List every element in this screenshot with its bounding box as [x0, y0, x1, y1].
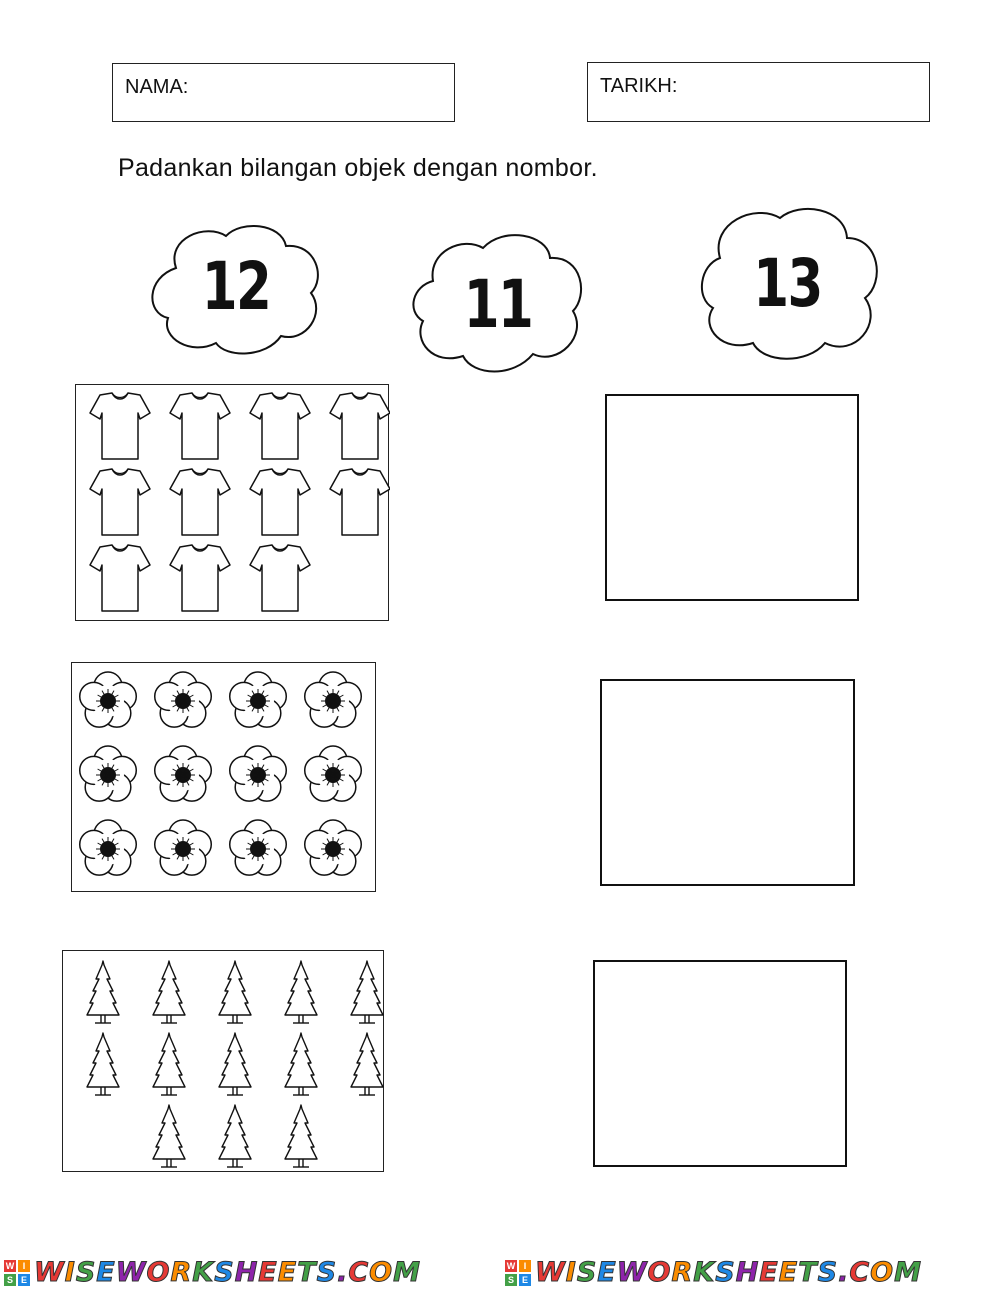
tree-group[interactable] [62, 950, 384, 1172]
tshirt-icon [330, 469, 390, 535]
tshirt-icon [90, 393, 150, 459]
tree-icon [153, 1033, 185, 1095]
tree-icon [219, 961, 251, 1023]
number-13: 13 [753, 245, 822, 322]
tree-icon [87, 1033, 119, 1095]
brand-text: WISEWORKSHEETS.COM [535, 1257, 922, 1288]
flower-group[interactable] [71, 662, 376, 892]
tshirt-group[interactable] [75, 384, 389, 621]
number-12: 12 [201, 248, 271, 325]
tree-icon [351, 961, 383, 1023]
flower-icon [155, 820, 212, 875]
flower-icon [230, 820, 287, 875]
brand-2 [505, 1257, 922, 1288]
tree-icon [351, 1033, 383, 1095]
tree-icon [285, 961, 317, 1023]
tree-icon [219, 1033, 251, 1095]
flower-icon [230, 672, 287, 727]
answer-box-1[interactable] [605, 394, 859, 601]
number-cloud-3[interactable] [695, 203, 880, 365]
flower-icon [80, 820, 137, 875]
tree-icon [153, 1105, 185, 1167]
tree-icon [285, 1033, 317, 1095]
tree-grid [63, 951, 385, 1173]
flower-icon [305, 820, 362, 875]
number-cloud-1[interactable] [146, 218, 326, 360]
name-label: NAMA: [125, 76, 189, 98]
tshirt-icon [170, 545, 230, 611]
brand-text: WISEWORKSHEETS.COM [34, 1257, 421, 1288]
tree-icon [87, 961, 119, 1023]
footer-watermark [0, 1255, 1000, 1291]
tshirt-icon [250, 545, 310, 611]
brand-logo-icon: W I S E [505, 1260, 531, 1286]
date-field[interactable] [587, 62, 930, 122]
tshirt-icon [90, 545, 150, 611]
brand-logo-icon: W I S E [4, 1260, 30, 1286]
tshirt-icon [250, 469, 310, 535]
tree-icon [285, 1105, 317, 1167]
answer-box-2[interactable] [600, 679, 855, 886]
number-11: 11 [463, 266, 533, 343]
tshirt-icon [330, 393, 390, 459]
tshirt-icon [90, 469, 150, 535]
flower-grid [72, 663, 377, 893]
instruction-text: Padankan bilangan objek dengan nombor. [118, 154, 598, 182]
flower-icon [80, 746, 137, 801]
tshirt-grid [76, 385, 390, 622]
flower-icon [230, 746, 287, 801]
tshirt-icon [170, 393, 230, 459]
tree-icon [219, 1105, 251, 1167]
number-cloud-2[interactable] [408, 226, 588, 378]
date-label: TARIKH: [600, 75, 678, 97]
brand-1 [4, 1257, 421, 1288]
tshirt-icon [170, 469, 230, 535]
answer-box-3[interactable] [593, 960, 847, 1167]
flower-icon [155, 672, 212, 727]
flower-icon [155, 746, 212, 801]
flower-icon [305, 672, 362, 727]
tshirt-icon [250, 393, 310, 459]
flower-icon [80, 672, 137, 727]
flower-icon [305, 746, 362, 801]
tree-icon [153, 961, 185, 1023]
name-field[interactable] [112, 63, 455, 122]
